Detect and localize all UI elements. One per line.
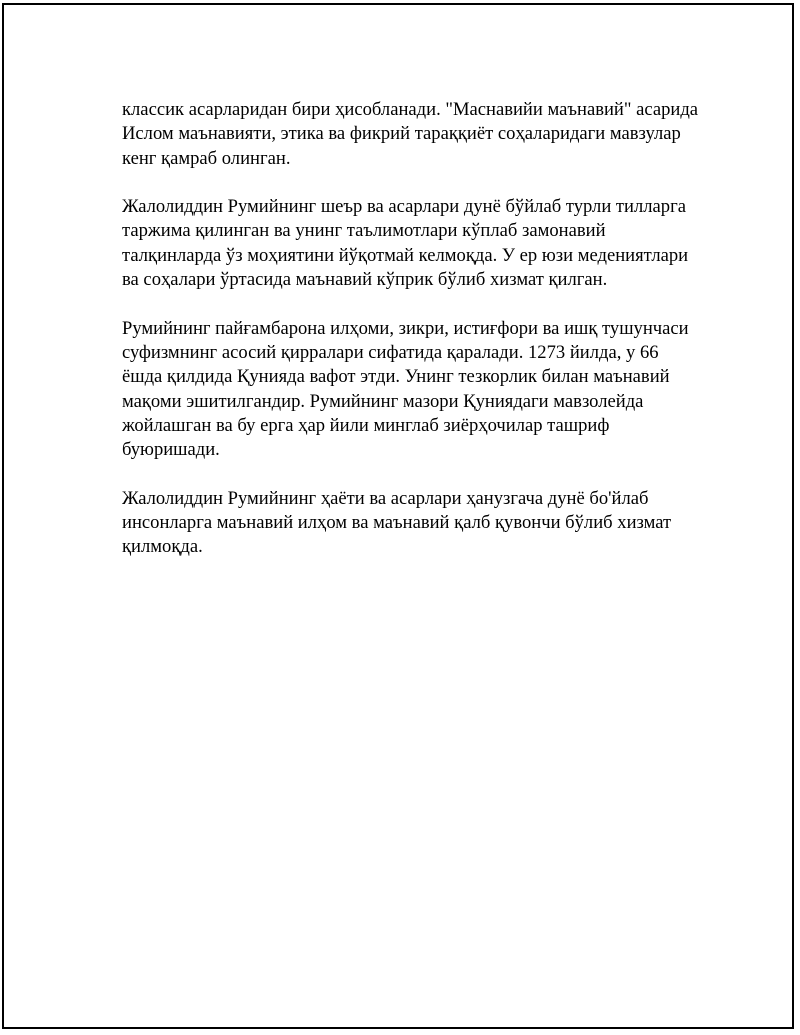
paragraph: Жалолиддин Румийнинг ҳаёти ва асарлари ҳанузгача дунё бо'йлаб инсонларга маънавий илҳом ва маънавий қалб қувончи бўлиб хизмат қилмоқда. xyxy=(122,487,672,558)
page xyxy=(2,3,794,1029)
paragraph: Жалолиддин Румийнинг шеър ва асарлари дунё бўйлаб турли тилларга таржима қилинган ва унинг таълимотлари кўплаб замонавий талқинларда ўз моҳиятини йўқотмай келмоқда. У ер юзи медениятлари ва соҳалари ўртасида маънавий кўприк бўлиб хизмат қилган. xyxy=(122,196,689,291)
document-body xyxy=(122,98,702,584)
paragraph: Румийнинг пайғамбарона илҳоми, зикри, истиғфори ва ишқ тушунчаси суфизмнинг асосий қирралари сифатида қаралади. 1273 йилда, у 66 ёшда қилдида Қунияда вафот этди. Унинг тезкорлик билан маънавий мақоми эшитилгандир. Румийнинг мазори Қуниядаги мавзолейда жойлашган ва бу ерга ҳар йили минглаб зиёрҳочилар ташриф буюришади. xyxy=(122,317,689,461)
paragraph: классик асарларидан бири ҳисобланади. "Маснавийи маънавий" асарида Ислом маънавияти, этика ва фикрий тараққиёт соҳаларидаги мавзулар кенг қамраб олинган. xyxy=(122,99,699,169)
